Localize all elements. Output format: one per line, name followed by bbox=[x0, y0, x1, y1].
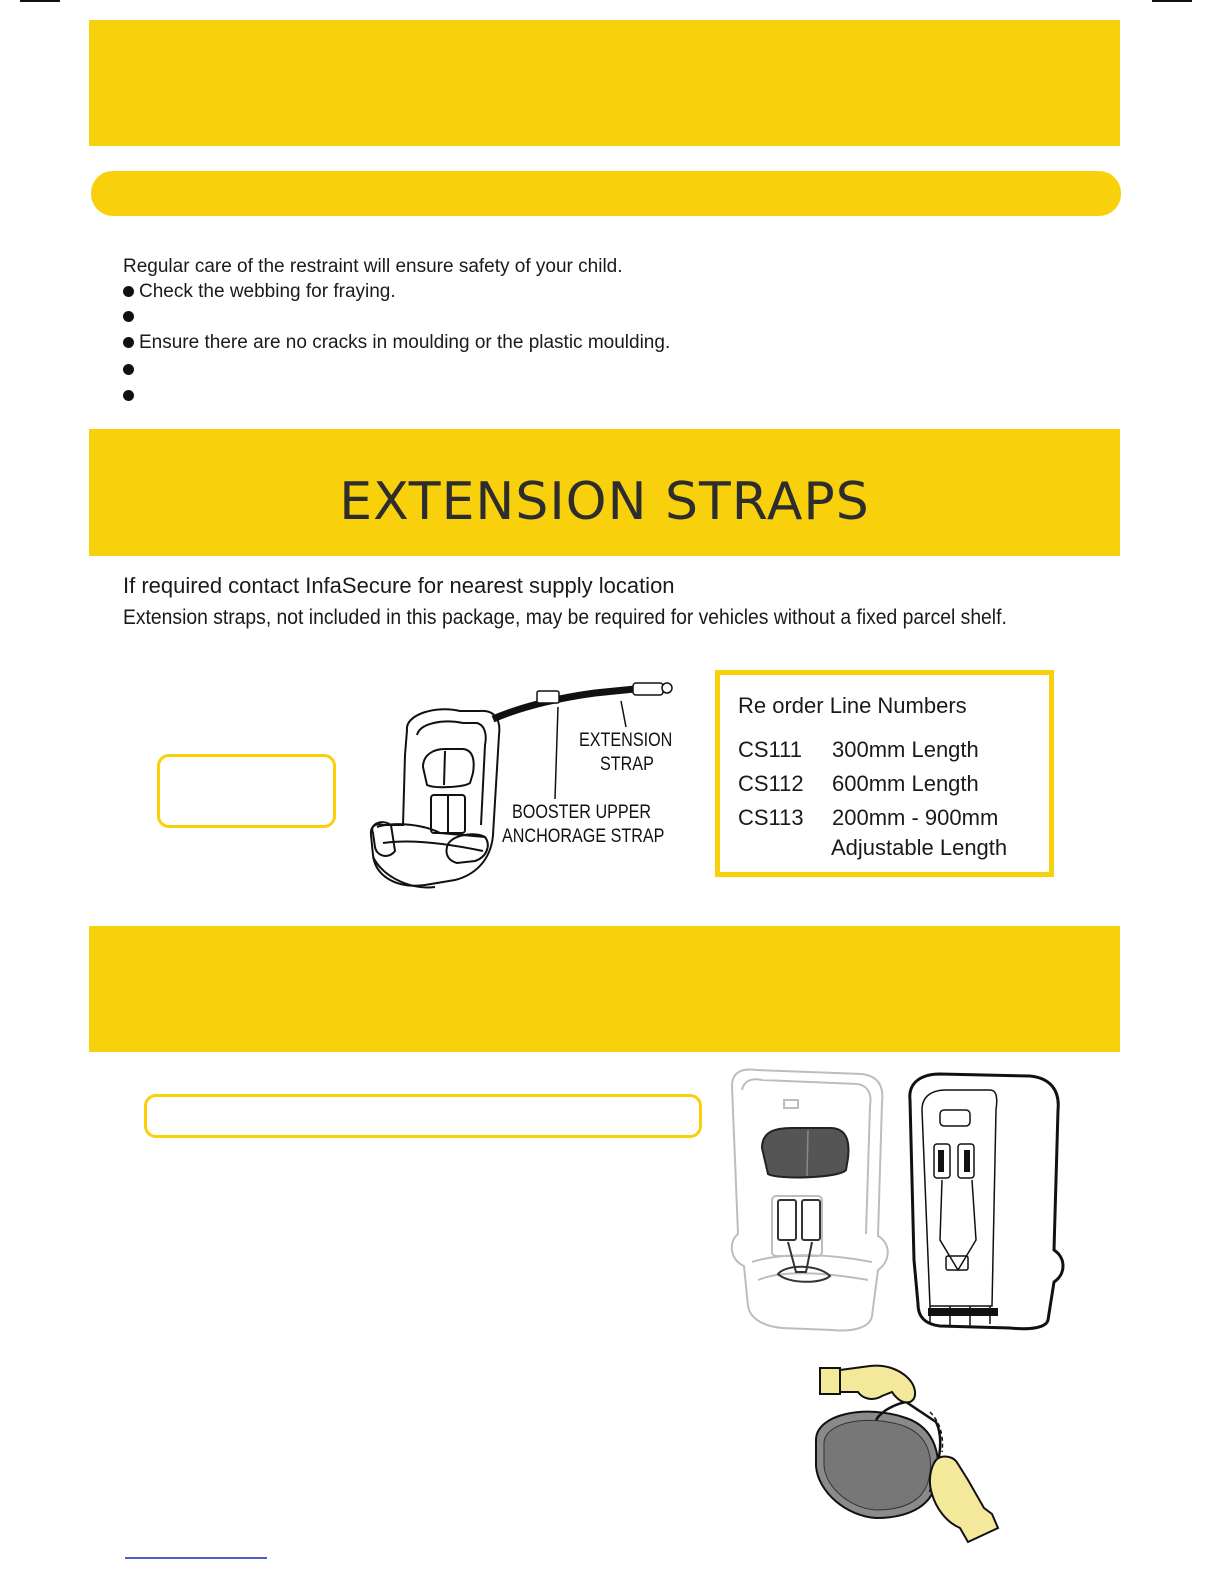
bullet-dot bbox=[123, 337, 134, 348]
reorder-row bbox=[738, 805, 998, 831]
callout-booster-strap-2: ANCHORAGE STRAP bbox=[502, 826, 665, 847]
crop-mark-right bbox=[1152, 0, 1192, 2]
callout-extension-strap-2: STRAP bbox=[600, 754, 654, 775]
cover-removal-hands-illustration bbox=[806, 1362, 1004, 1548]
care-item-1: Check the webbing for fraying. bbox=[139, 281, 396, 302]
bullet-dot bbox=[123, 311, 134, 322]
seat-back-illustration bbox=[900, 1070, 1068, 1332]
reorder-desc: 600mm Length bbox=[832, 771, 979, 796]
reorder-code: CS112 bbox=[738, 771, 804, 796]
reorder-box bbox=[715, 670, 1054, 877]
extension-contact: If required contact InfaSecure for nearest supply location bbox=[123, 573, 675, 598]
header-band-top bbox=[89, 20, 1120, 146]
callout-booster-strap-1: BOOSTER UPPER bbox=[512, 802, 652, 823]
extension-title: EXTENSION STRAPS bbox=[339, 472, 870, 532]
reorder-continuation: Adjustable Length bbox=[831, 835, 1008, 860]
reorder-row bbox=[738, 737, 979, 763]
header-band-bottom bbox=[89, 926, 1120, 1052]
callout-extension-strap-1: EXTENSION bbox=[579, 730, 673, 751]
reorder-code: CS111 bbox=[738, 737, 803, 762]
extension-note: Extension straps, not included in this package, may be required for vehicles without a fixed parcel shelf. bbox=[123, 606, 1007, 629]
care-heading-pill bbox=[91, 171, 1121, 216]
child-seat-illustration bbox=[365, 675, 685, 900]
care-item-3: Ensure there are no cracks in moulding or the plastic moulding. bbox=[139, 332, 671, 353]
bullet-dot bbox=[123, 286, 134, 297]
empty-heading-box bbox=[144, 1094, 702, 1138]
bullet-dot bbox=[123, 364, 134, 375]
reorder-desc: 200mm - 900mm bbox=[832, 805, 999, 830]
crop-mark-left bbox=[20, 0, 60, 2]
reorder-code: CS113 bbox=[738, 805, 804, 830]
care-intro: Regular care of the restraint will ensure safety of your child. bbox=[123, 256, 623, 277]
empty-label-box bbox=[157, 754, 336, 828]
reorder-row bbox=[738, 771, 979, 797]
bullet-dot bbox=[123, 390, 134, 401]
footer-link-underline[interactable] bbox=[125, 1557, 267, 1559]
seat-front-illustration bbox=[722, 1066, 892, 1334]
reorder-title: Re order Line Numbers bbox=[738, 693, 967, 718]
reorder-desc: 300mm Length bbox=[832, 737, 979, 762]
